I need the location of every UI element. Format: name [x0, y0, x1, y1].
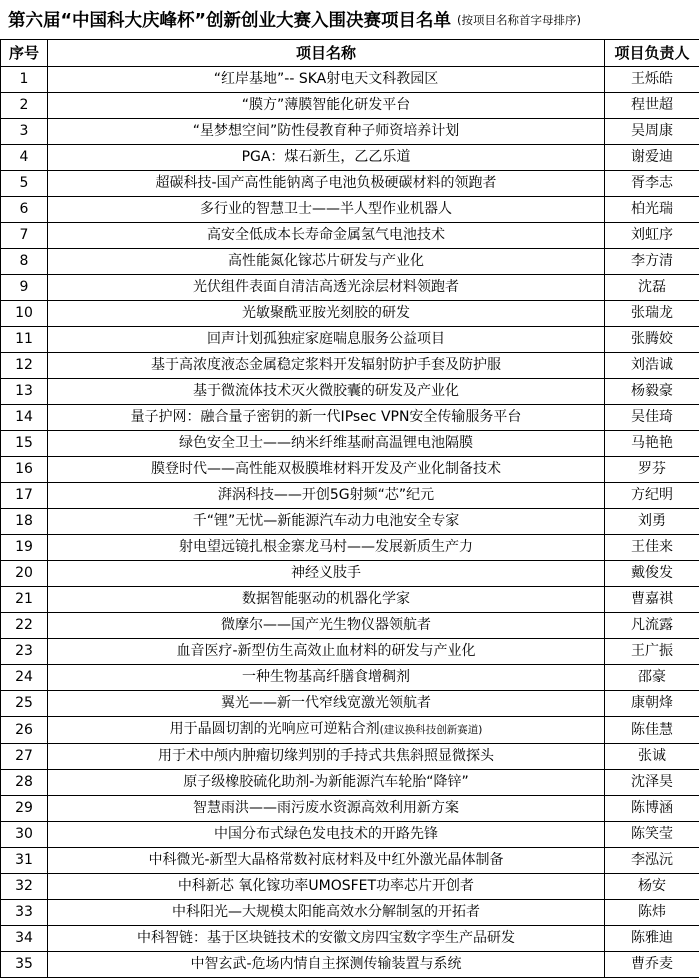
table-header-row	[1, 40, 699, 67]
project-leader: 柏光瑞	[605, 197, 699, 223]
project-name: 中科微光-新型大晶格常数衬底材料及中红外激光晶体制备	[148, 852, 504, 868]
table-row	[1, 822, 699, 848]
table-row	[1, 93, 699, 119]
project-name-cell	[48, 197, 605, 223]
table-row	[1, 952, 699, 978]
project-name-cell	[48, 483, 605, 509]
table-row	[1, 197, 699, 223]
project-name: 量子护网：融合量子密钥的新一代IPsec VPN安全传输服务平台	[130, 409, 522, 425]
table-row	[1, 665, 699, 691]
project-name-cell	[48, 874, 605, 900]
project-name-cell	[48, 926, 605, 952]
project-leader: 沈磊	[605, 275, 699, 301]
row-number: 12	[1, 353, 48, 379]
table-row	[1, 353, 699, 379]
project-name: 绿色安全卫士——纳米纤维基耐高温锂电池隔膜	[179, 435, 473, 451]
project-leader: 戴俊发	[605, 561, 699, 587]
row-number: 29	[1, 796, 48, 822]
project-name: 一种生物基高纤膳食增稠剂	[242, 669, 410, 685]
row-number: 2	[1, 93, 48, 119]
project-name-cell	[48, 327, 605, 353]
row-number: 13	[1, 379, 48, 405]
project-name-cell	[48, 796, 605, 822]
table-row	[1, 613, 699, 639]
table-row	[1, 691, 699, 717]
project-name-cell	[48, 639, 605, 665]
row-number: 34	[1, 926, 48, 952]
project-name-cell	[48, 275, 605, 301]
project-name-cell	[48, 379, 605, 405]
table-row	[1, 249, 699, 275]
row-number: 20	[1, 561, 48, 587]
project-name: 数据智能驱动的机器化学家	[242, 591, 410, 607]
table-row	[1, 119, 699, 145]
project-leader: 陈佳慧	[605, 717, 699, 744]
project-leader: 陈炜	[605, 900, 699, 926]
row-number: 26	[1, 717, 48, 744]
table-row	[1, 223, 699, 249]
row-number: 11	[1, 327, 48, 353]
row-number: 21	[1, 587, 48, 613]
row-number: 19	[1, 535, 48, 561]
column-header-number: 序号	[1, 40, 48, 67]
project-leader: 方纪明	[605, 483, 699, 509]
project-name: 智慧雨洪——雨污废水资源高效利用新方案	[193, 800, 459, 816]
row-number: 3	[1, 119, 48, 145]
project-name: 中科智链：基于区块链技术的安徽文房四宝数字孪生产品研发	[137, 930, 515, 946]
row-number: 35	[1, 952, 48, 978]
row-number: 8	[1, 249, 48, 275]
project-name: 膜登时代——高性能双极膜堆材料开发及产业化制备技术	[151, 461, 501, 477]
project-name-cell	[48, 744, 605, 770]
row-number: 14	[1, 405, 48, 431]
project-name-cell	[48, 822, 605, 848]
project-name: 神经义肢手	[291, 565, 361, 581]
project-name-cell	[48, 353, 605, 379]
project-name: “红岸基地”-- SKA射电天文科教园区	[213, 71, 439, 87]
project-leader: 凡流露	[605, 613, 699, 639]
project-leader: 刘勇	[605, 509, 699, 535]
project-leader: 曹乔麦	[605, 952, 699, 978]
project-name: 用于晶圆切割的光响应可逆粘合剂	[169, 721, 380, 737]
project-leader: 李泓沅	[605, 848, 699, 874]
table-row	[1, 327, 699, 353]
project-name: 光伏组件表面自清洁高透光涂层材料领跑者	[193, 279, 459, 295]
project-leader: 王广振	[605, 639, 699, 665]
project-leader: 谢爱迪	[605, 145, 699, 171]
project-name-cell	[48, 67, 605, 93]
project-name-cell	[48, 93, 605, 119]
row-number: 33	[1, 900, 48, 926]
project-name: 微摩尔——国产光生物仪器领航者	[221, 617, 431, 633]
project-leader: 杨毅豪	[605, 379, 699, 405]
project-name: 中科新芯 氧化镓功率UMOSFET功率芯片开创者	[177, 878, 475, 894]
project-name: 用于术中颅内肿瘤切缘判别的手持式共焦斜照显微探头	[158, 748, 494, 764]
row-number: 18	[1, 509, 48, 535]
project-leader: 陈雅迪	[605, 926, 699, 952]
project-leader: 吴周康	[605, 119, 699, 145]
project-name-cell	[48, 223, 605, 249]
table-row	[1, 405, 699, 431]
table-row	[1, 874, 699, 900]
table-row	[1, 848, 699, 874]
table-row	[1, 900, 699, 926]
row-number: 23	[1, 639, 48, 665]
project-name: 高性能氮化镓芯片研发与产业化	[228, 253, 424, 269]
document-title: 第六届“中国科大庆峰杯”创新创业大赛入围决赛项目名单	[8, 11, 452, 31]
project-leader: 程世超	[605, 93, 699, 119]
project-name-cell	[48, 535, 605, 561]
project-leader: 吴佳琦	[605, 405, 699, 431]
project-name: “星梦想空间”防性侵教育种子师资培养计划	[192, 123, 460, 139]
table-row	[1, 587, 699, 613]
row-number: 7	[1, 223, 48, 249]
table-row	[1, 67, 699, 93]
project-name-cell	[48, 770, 605, 796]
table-row	[1, 431, 699, 457]
project-name-cell	[48, 249, 605, 275]
project-name-cell	[48, 900, 605, 926]
project-leader: 康朝烽	[605, 691, 699, 717]
row-number: 32	[1, 874, 48, 900]
project-name: 原子级橡胶硫化助剂-为新能源汽车轮胎“降锌”	[183, 774, 469, 790]
row-number: 30	[1, 822, 48, 848]
row-number: 17	[1, 483, 48, 509]
project-name-cell	[48, 457, 605, 483]
project-name-cell	[48, 717, 605, 744]
project-leader: 张腾姣	[605, 327, 699, 353]
project-name: 中国分布式绿色发电技术的开路先锋	[214, 826, 438, 842]
row-number: 6	[1, 197, 48, 223]
row-number: 9	[1, 275, 48, 301]
project-leader: 刘浩诚	[605, 353, 699, 379]
row-number: 24	[1, 665, 48, 691]
table-row	[1, 535, 699, 561]
project-leader: 张瑞龙	[605, 301, 699, 327]
project-name: 多行业的智慧卫士——半人型作业机器人	[200, 201, 452, 217]
table-row	[1, 509, 699, 535]
project-name-cell	[48, 587, 605, 613]
project-leader: 张诚	[605, 744, 699, 770]
project-name: 回声计划孤独症家庭喘息服务公益项目	[207, 331, 445, 347]
table-row	[1, 379, 699, 405]
row-number: 5	[1, 171, 48, 197]
project-name: 高安全低成本长寿命金属氢气电池技术	[207, 227, 445, 243]
project-name-cell	[48, 691, 605, 717]
title-bar	[0, 0, 699, 39]
table-row	[1, 301, 699, 327]
table-row	[1, 796, 699, 822]
project-name-note: (建议换科技创新赛道)	[379, 724, 483, 736]
row-number: 22	[1, 613, 48, 639]
project-name: 光敏聚酰亚胺光刻胶的研发	[242, 305, 410, 321]
row-number: 31	[1, 848, 48, 874]
table-row	[1, 457, 699, 483]
row-number: 4	[1, 145, 48, 171]
project-name: 中科阳光—大规模太阳能高效水分解制氢的开拓者	[172, 904, 480, 920]
project-leader: 杨安	[605, 874, 699, 900]
project-leader: 王佳来	[605, 535, 699, 561]
project-name-cell	[48, 171, 605, 197]
project-name-cell	[48, 952, 605, 978]
sort-note: (按项目名称首字母排序)	[457, 12, 581, 27]
row-number: 15	[1, 431, 48, 457]
column-header-project-name: 项目名称	[48, 40, 605, 67]
table-row	[1, 926, 699, 952]
project-name-cell	[48, 145, 605, 171]
row-number: 16	[1, 457, 48, 483]
table-row	[1, 639, 699, 665]
project-name-cell	[48, 119, 605, 145]
table-row	[1, 145, 699, 171]
project-table	[0, 39, 699, 978]
project-name: 血音医疗-新型仿生高效止血材料的研发与产业化	[176, 643, 476, 659]
project-leader: 沈泽昊	[605, 770, 699, 796]
project-leader: 马艳艳	[605, 431, 699, 457]
project-name: 超碳科技-国产高性能钠离子电池负极硬碳材料的领跑者	[155, 175, 497, 191]
table-row	[1, 483, 699, 509]
project-name-cell	[48, 665, 605, 691]
project-name-cell	[48, 509, 605, 535]
project-name: 基于高浓度液态金属稳定浆料开发辐射防护手套及防护服	[151, 357, 501, 373]
project-name: 千“锂”无忧—新能源汽车动力电池安全专家	[192, 513, 460, 529]
row-number: 27	[1, 744, 48, 770]
project-leader: 李方清	[605, 249, 699, 275]
table-row	[1, 744, 699, 770]
project-name-cell	[48, 561, 605, 587]
table-row	[1, 561, 699, 587]
project-leader: 陈博涵	[605, 796, 699, 822]
project-name: 湃涡科技——开创5G射频“芯”纪元	[217, 487, 435, 503]
column-header-leader: 项目负责人	[605, 40, 699, 67]
row-number: 1	[1, 67, 48, 93]
project-name: PGA：煤石新生，乙乙乐道	[241, 149, 411, 165]
project-leader: 陈笑莹	[605, 822, 699, 848]
project-name-cell	[48, 405, 605, 431]
project-leader: 胥李志	[605, 171, 699, 197]
row-number: 25	[1, 691, 48, 717]
project-name: 中智玄武-危场内情自主探测传输装置与系统	[190, 956, 462, 972]
row-number: 10	[1, 301, 48, 327]
project-name: “膜方”薄膜智能化研发平台	[241, 97, 411, 113]
row-number: 28	[1, 770, 48, 796]
table-row	[1, 171, 699, 197]
project-name: 基于微流体技术灭火微胶囊的研发及产业化	[193, 383, 459, 399]
project-leader: 邵豪	[605, 665, 699, 691]
project-name-cell	[48, 431, 605, 457]
project-leader: 罗芬	[605, 457, 699, 483]
project-name: 翼光——新一代窄线宽激光领航者	[221, 695, 431, 711]
table-row	[1, 717, 699, 744]
project-name: 射电望远镜扎根金寨龙马村——发展新质生产力	[179, 539, 473, 555]
table-row	[1, 275, 699, 301]
project-name-cell	[48, 613, 605, 639]
table-row	[1, 770, 699, 796]
project-leader: 曹嘉祺	[605, 587, 699, 613]
project-name-cell	[48, 848, 605, 874]
project-leader: 王烁皓	[605, 67, 699, 93]
table-body	[1, 67, 699, 978]
project-name-cell	[48, 301, 605, 327]
project-leader: 刘虹序	[605, 223, 699, 249]
